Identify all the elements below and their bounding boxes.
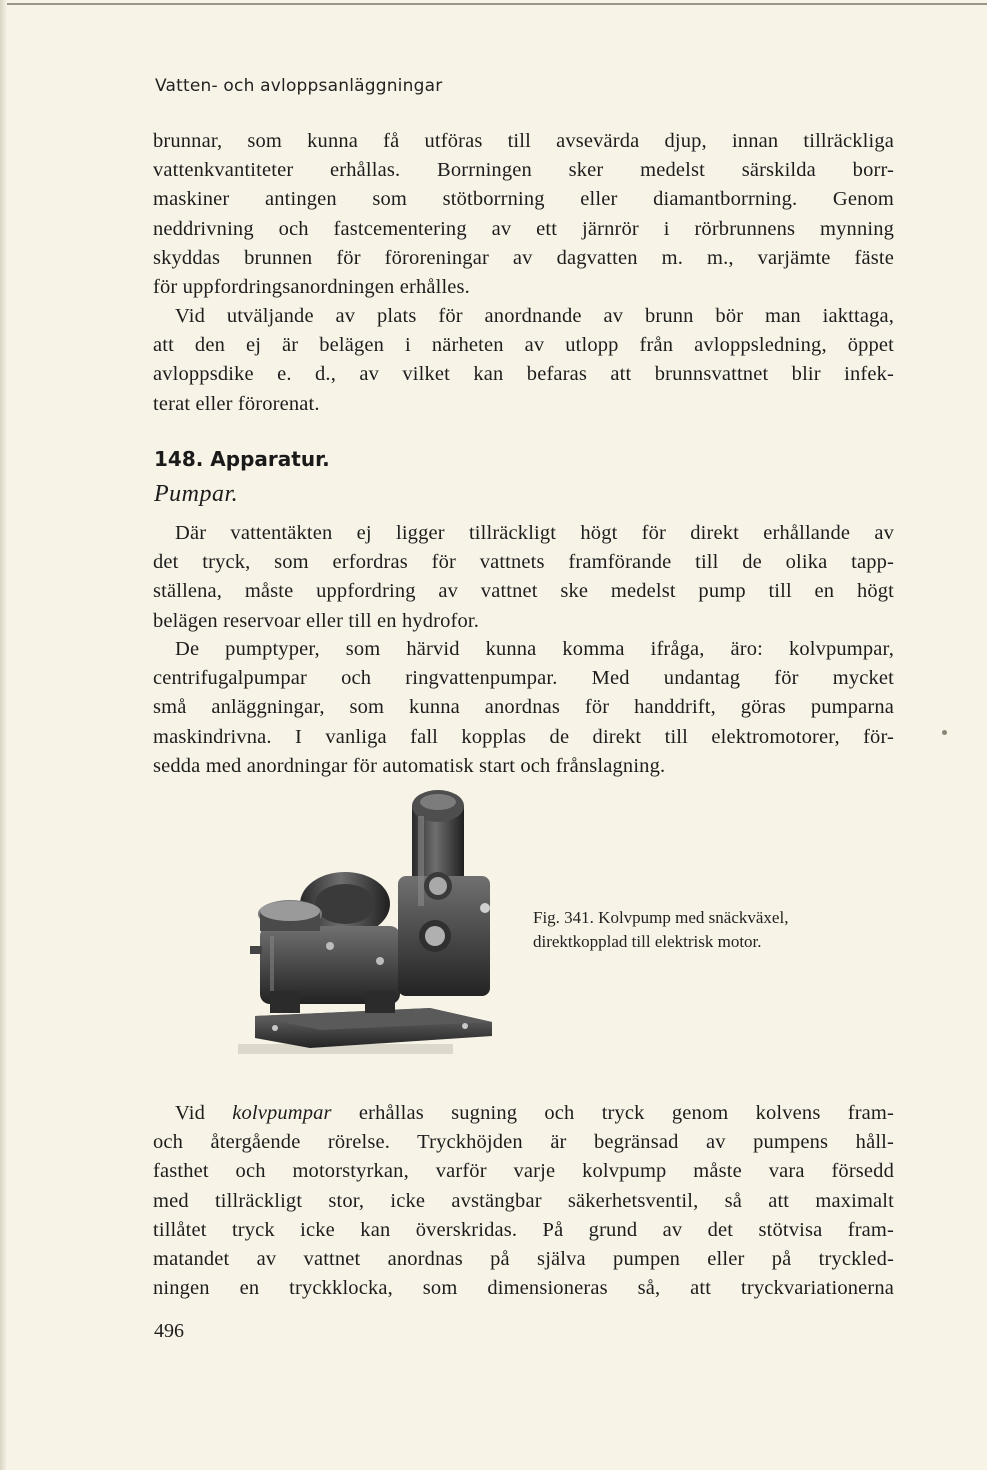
running-head: Vatten- och avloppsanläggningar xyxy=(155,76,443,96)
text-line: neddrivning och fastcementering av ett järnrör i rörbrunnens mynning xyxy=(153,217,894,240)
text-line: De pumptyper, som härvid kunna komma ifråga, äro: kolvpumpar, xyxy=(175,638,894,660)
paragraph-3 xyxy=(153,519,894,636)
text-line: vattenkvantiteter erhållas. Borrningen sker medelst särskilda borr- xyxy=(153,159,894,182)
paragraph-5 xyxy=(153,1099,894,1303)
text-line: små anläggningar, som kunna anordnas för handdrift, göras pumparna xyxy=(153,696,894,719)
pump-drawing xyxy=(230,786,510,1061)
section-heading: 148. Apparatur. xyxy=(154,447,330,471)
top-rule xyxy=(0,3,987,5)
paragraph-2 xyxy=(153,302,894,419)
paragraph-1 xyxy=(153,127,894,302)
text-line: sedda med anordningar för automatisk start och frånslagning. xyxy=(153,754,666,777)
text-line: skyddas brunnen för föroreningar av dagvatten m. m., varjämte fäste xyxy=(153,246,894,269)
caption-line: direktkopplad till elektrisk motor. xyxy=(533,932,762,951)
caption-line: Fig. 341. Kolvpump med snäckväxel, xyxy=(533,908,789,927)
text-line: fasthet och motorstyrkan, varför varje kolvpump måste vara försedd xyxy=(153,1160,894,1183)
margin-speck xyxy=(942,730,947,735)
text-line: brunnar, som kunna få utföras till avsevärda djup, innan tillräckliga xyxy=(153,130,894,152)
text-line: matandet av vattnet anordnas på själva pumpen eller på tryckled- xyxy=(153,1248,894,1271)
text-line: avloppsdike e. d., av vilket kan befaras att brunnsvattnet blir infek- xyxy=(153,363,894,386)
text-line: tillåtet tryck icke kan överskridas. På grund av det stötvisa fram- xyxy=(153,1218,894,1241)
text-line: Där vattentäkten ej ligger tillräckligt högt för direkt erhållande av xyxy=(175,522,894,544)
text-line: Vid utväljande av plats för anordnande av brunn bör man iakttaga, xyxy=(175,305,894,327)
paragraph-4 xyxy=(153,635,894,781)
text-line: att den ej är belägen i närheten av utlopp från avloppsledning, öppet xyxy=(153,334,894,357)
text-line: terat eller förorenat. xyxy=(153,392,320,415)
text-line: centrifugalpumpar och ringvattenpumpar. Med undantag för mycket xyxy=(153,667,894,690)
text-line: det tryck, som erfordras för vattnets framförande till de olika tapp- xyxy=(153,551,894,574)
text-line: och återgående rörelse. Tryckhöjden är begränsad av pumpens håll- xyxy=(153,1131,894,1154)
text-line: belägen reservoar eller till en hydrofor. xyxy=(153,609,480,632)
text-line: maskiner antingen som stötborrning eller diamantborrning. Genom xyxy=(153,188,894,211)
pump-illustration xyxy=(230,786,510,1061)
text-line: ställena, måste uppfordring av vattnet ske medelst pump till en högt xyxy=(153,580,894,603)
emphasis-term: kolvpumpar xyxy=(232,1102,332,1124)
page-number: 496 xyxy=(154,1320,184,1342)
text-line: Vid kolvpumpar erhållas sugning och tryck genom kolvens fram- xyxy=(175,1102,894,1124)
text-line: maskindrivna. I vanliga fall kopplas de direkt till elektromotorer, för- xyxy=(153,725,894,748)
text-line: med tillräckligt stor, icke avstängbar säkerhetsventil, så att maximalt xyxy=(153,1189,894,1212)
page-edge-shadow xyxy=(0,0,7,1470)
subheading: Pumpar. xyxy=(154,481,239,507)
figure-caption xyxy=(533,906,788,954)
text-line: ningen en tryckklocka, som dimensioneras så, att tryckvariationerna xyxy=(153,1277,894,1300)
text-line: för uppfordringsanordningen erhålles. xyxy=(153,276,470,299)
